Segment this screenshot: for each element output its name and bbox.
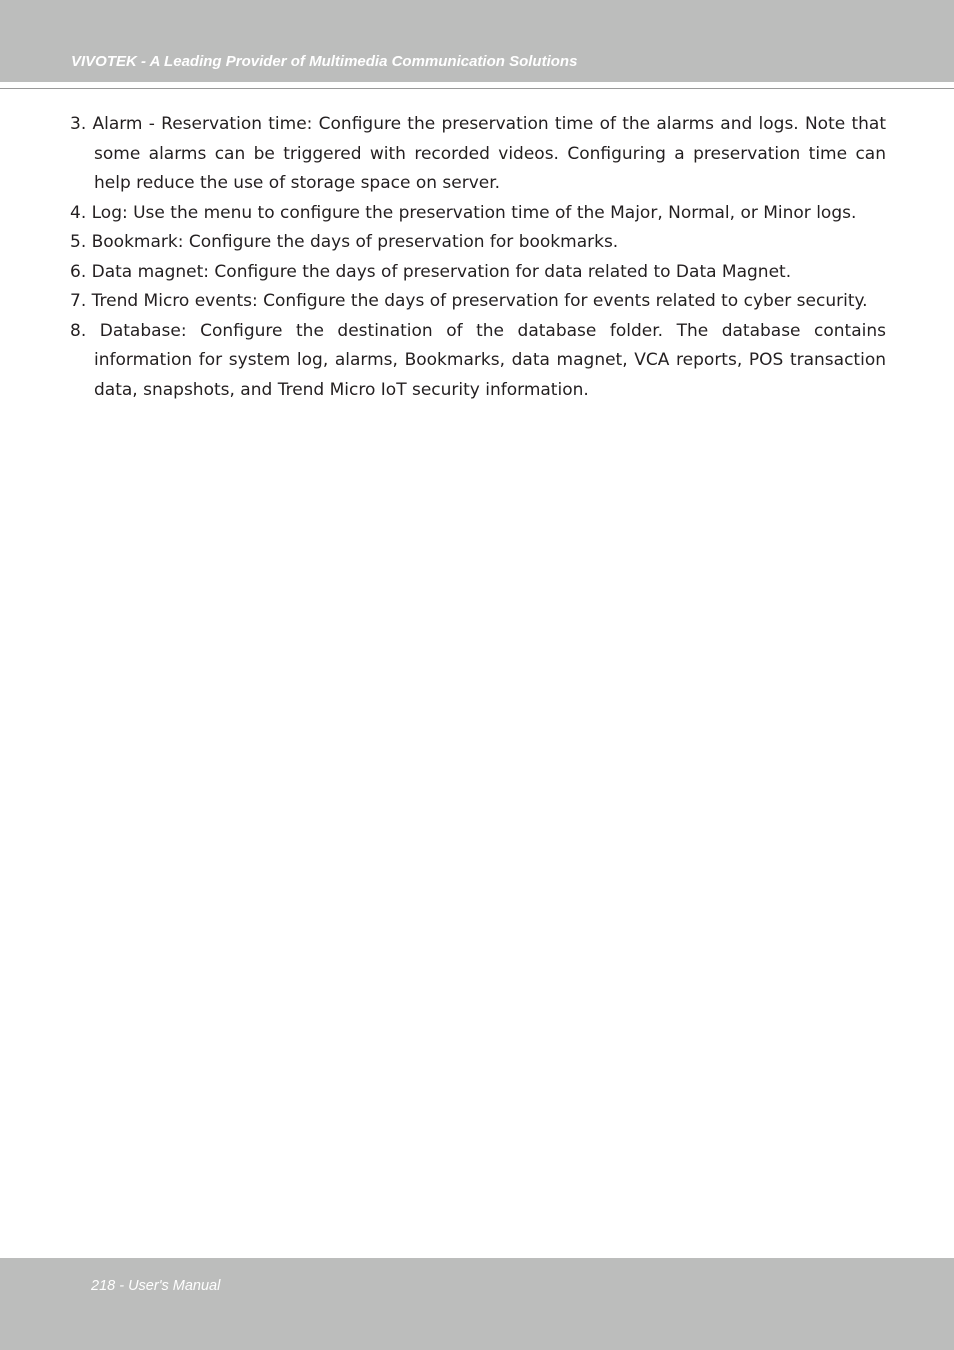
page-header bbox=[0, 0, 954, 82]
header-divider bbox=[0, 88, 954, 89]
list-item-bookmark: 5. Bookmark: Configure the days of preservation for bookmarks. bbox=[70, 232, 619, 252]
page-number: 218 - User's Manual bbox=[91, 1278, 221, 1294]
page-footer bbox=[0, 1258, 954, 1350]
list-item-database: 8. Database: Configure the destination of the database folder. The database contains information for system log, alarms, Bookmarks, data magnet, VCA reports, POS transaction data, snapshots, and Trend Micro IoT security information. bbox=[70, 320, 886, 400]
list-item-alarm: 3. Alarm - Reservation time: Configure the preservation time of the alarms and logs. Note that some alarms can be triggered with recorded videos. Configuring a preservation time can help reduce the use of storage space on server. bbox=[70, 114, 886, 193]
document-body bbox=[70, 110, 886, 405]
list-item-data-magnet: 6. Data magnet: Configure the days of preservation for data related to Data Magnet. bbox=[70, 261, 792, 282]
header-title: VIVOTEK - A Leading Provider of Multimedia Communication Solutions bbox=[71, 53, 578, 70]
list-item-trend-micro: 7. Trend Micro events: Configure the days of preservation for events related to cyber security. bbox=[70, 291, 868, 311]
list-item-log: 4. Log: Use the menu to configure the preservation time of the Major, Normal, or Minor logs. bbox=[70, 202, 857, 223]
